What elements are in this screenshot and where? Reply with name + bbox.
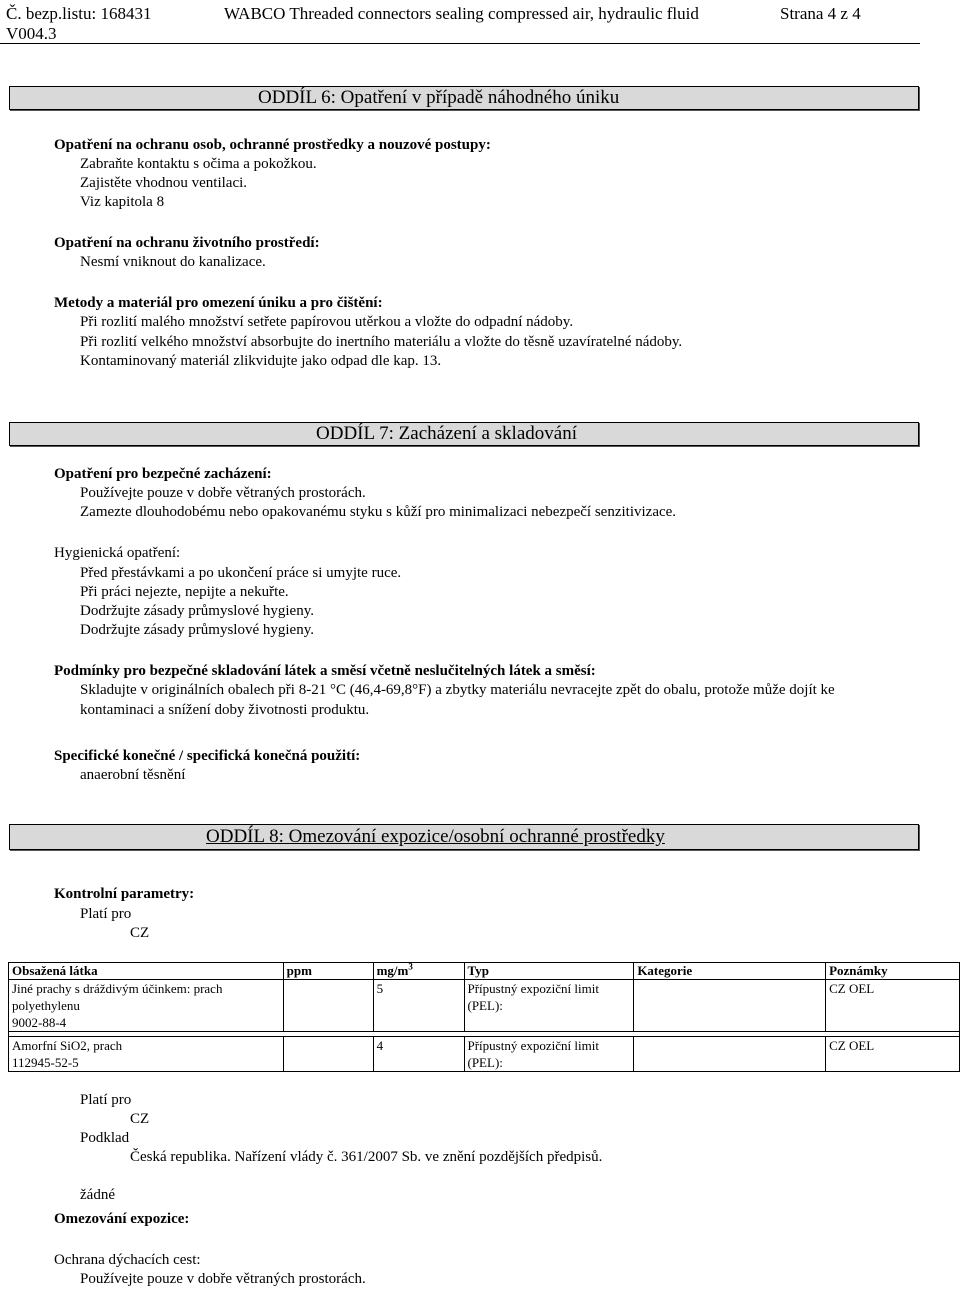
s8-heading-control: Kontrolní parametry: [54,886,195,902]
col-header-type: Typ [464,963,634,980]
cell-substance: Amorfní SiO2, prach 112945-52-5 [9,1037,284,1072]
document-title: WABCO Threaded connectors sealing compressed air, hydraulic fluid [224,4,699,23]
s6-line: Viz kapitola 8 [80,194,165,210]
s7-heading-hygiene: Hygienická opatření: [54,545,181,561]
table-header-row [9,963,960,980]
s6-line: Kontaminovaný materiál zlikvidujte jako odpad dle kap. 13. [80,353,442,369]
version: V004.3 [6,24,57,43]
s7-line: kontaminaci a snížení doby životnosti produktu. [80,702,370,718]
section-6-banner [9,86,919,110]
section-6-title: ODDÍL 6: Opatření v případě náhodného úniku [258,87,620,108]
cell-mg: 4 [373,1037,464,1072]
s8-basis-label: Podklad [80,1130,130,1146]
sheet-number: Č. bezp.listu: 168431 [6,4,152,23]
s7-line: Dodržujte zásady průmyslové hygieny. [80,622,314,638]
s7-line: Při práci nejezte, nepijte a nekuřte. [80,584,289,600]
cell-category [634,980,826,1032]
section-8-banner [9,824,919,850]
s6-heading-environment: Opatření na ochranu životního prostředí: [54,235,320,251]
s7-heading-storage: Podmínky pro bezpečné skladování látek a směsí včetně neslučitelných látek a směsí: [54,663,596,679]
s7-line: Před přestávkami a po ukončení práce si umyjte ruce. [80,565,402,581]
section-8-title: ODDÍL 8: Omezování expozice/osobní ochranné prostředky [206,826,665,847]
s6-line: Zajistěte vhodnou ventilaci. [80,175,248,191]
s8-country-2: CZ [130,1111,150,1127]
table-row [9,1037,960,1072]
exposure-limits-table [8,962,960,1072]
col-header-notes: Poznámky [826,963,960,980]
col-header-ppm: ppm [283,963,373,980]
s7-line: Zamezte dlouhodobému nebo opakovanému styku s kůží pro minimalizaci nebezpečí senzitivizace. [80,504,677,520]
cell-type: Přípustný expoziční limit (PEL): [464,980,634,1032]
cell-ppm [283,1037,373,1072]
table-row [9,980,960,1032]
s8-valid-for: Platí pro [80,906,132,922]
cell-category [634,1037,826,1072]
s7-heading-handling: Opatření pro bezpečné zacházení: [54,466,272,482]
s7-line: Dodržujte zásady průmyslové hygieny. [80,603,314,619]
s8-heading-exposure: Omezování expozice: [54,1211,190,1227]
s6-line: Zabraňte kontaktu s očima a pokožkou. [80,156,317,172]
s6-line: Při rozlití velkého množství absorbujte do inertního materiálu a vložte do těsně uzavíratelné nádoby. [80,334,683,350]
s8-valid-for-2: Platí pro [80,1092,132,1108]
section-7-banner [9,422,919,446]
s7-line: anaerobní těsnění [80,767,186,783]
page-number: Strana 4 z 4 [780,4,861,23]
s6-heading-methods: Metody a materiál pro omezení úniku a pro čištění: [54,295,383,311]
s6-line: Nesmí vniknout do kanalizace. [80,254,266,270]
s8-heading-respiratory: Ochrana dýchacích cest: [54,1252,201,1268]
s8-country: CZ [130,925,150,941]
s8-basis-text: Česká republika. Nařízení vlády č. 361/2007 Sb. ve znění pozdějších předpisů. [130,1149,603,1165]
s6-line: Při rozlití malého množství setřete papírovou utěrkou a vložte do odpadní nádoby. [80,314,574,330]
cell-notes: CZ OEL [826,980,960,1032]
cell-substance: Jiné prachy s dráždivým účinkem: prach polyethylenu 9002-88-4 [9,980,284,1032]
col-header-category: Kategorie [634,963,826,980]
s6-heading-personal: Opatření na ochranu osob, ochranné prostředky a nouzové postupy: [54,137,491,153]
s8-line: Používejte pouze v dobře větraných prostorách. [80,1271,366,1287]
cell-ppm [283,980,373,1032]
cell-mg: 5 [373,980,464,1032]
col-header-mg: $mg/m^3$ [373,963,464,980]
s7-heading-specific-use: Specifické konečné / specifická konečná použití: [54,748,361,764]
s7-line: Používejte pouze v dobře větraných prostorách. [80,485,366,501]
section-7-title: ODDÍL 7: Zacházení a skladování [316,423,577,444]
s8-none: žádné [80,1187,115,1203]
cell-type: Přípustný expoziční limit (PEL): [464,1037,634,1072]
s7-line: Skladujte v originálních obalech při 8-21 °C (46,4-69,8°F) a zbytky materiálu nevracejte zpět do obalu, protože může dojít ke [80,682,835,698]
cell-notes: CZ OEL [826,1037,960,1072]
header-divider [0,43,920,44]
col-header-substance: Obsažená látka [9,963,284,980]
